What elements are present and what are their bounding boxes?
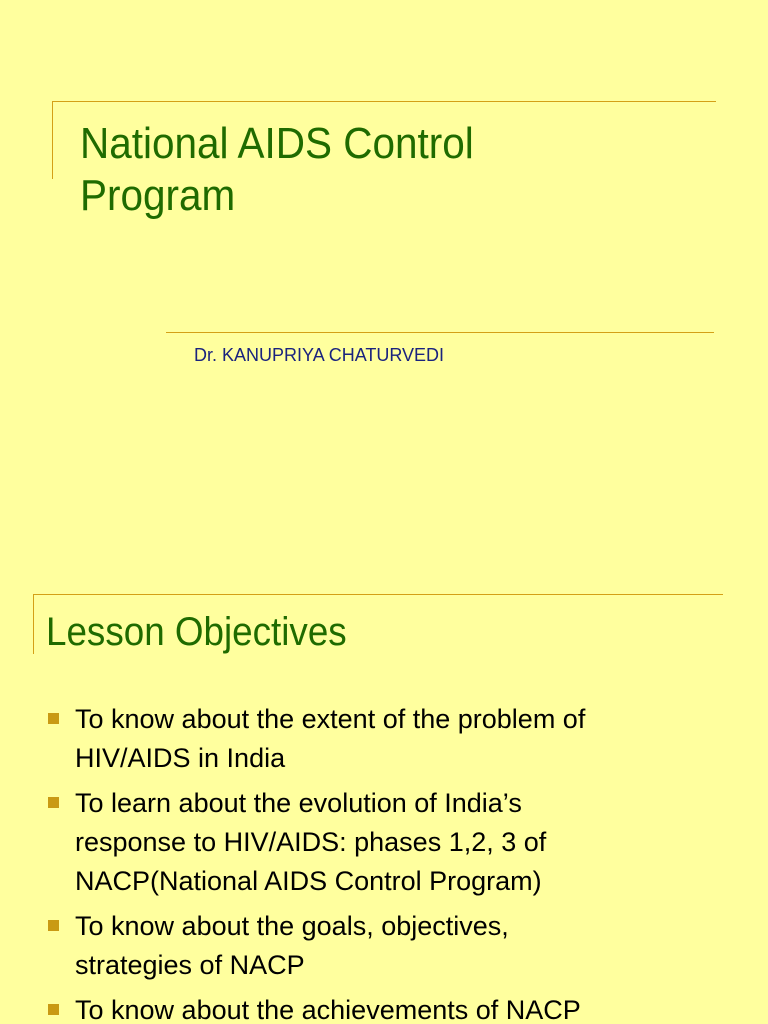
objectives-heading: Lesson Objectives xyxy=(46,610,347,654)
objective-item xyxy=(40,700,740,778)
square-bullet-icon xyxy=(48,713,59,724)
slide-title-line-2: Program xyxy=(80,171,236,220)
square-bullet-icon xyxy=(48,920,59,931)
objective-text-line: strategies of NACP xyxy=(75,950,305,980)
objective-item xyxy=(40,784,740,901)
objective-text-line: response to HIV/AIDS: phases 1,2, 3 of xyxy=(75,827,547,857)
heading-top-rule xyxy=(33,594,723,595)
title-left-rule xyxy=(52,101,53,179)
objective-text-line: To know about the achievements of NACP xyxy=(75,995,581,1024)
objective-text-line: NACP(National AIDS Control Program) xyxy=(75,866,542,896)
subtitle-rule xyxy=(166,332,714,333)
objective-text-line: To learn about the evolution of India’s xyxy=(75,788,522,818)
slide-title-line-1: National AIDS Control xyxy=(80,119,474,168)
objective-item xyxy=(40,907,740,985)
objective-text-line: To know about the extent of the problem of xyxy=(75,704,586,734)
square-bullet-icon xyxy=(48,797,59,808)
objective-text-line: To know about the goals, objectives, xyxy=(75,911,509,941)
objectives-slide xyxy=(0,560,768,1024)
author-name: Dr. KANUPRIYA CHATURVEDI xyxy=(194,345,445,365)
heading-left-rule xyxy=(33,594,34,654)
objective-text-line: HIV/AIDS in India xyxy=(75,743,286,773)
square-bullet-icon xyxy=(48,1004,59,1015)
objectives-list xyxy=(40,700,740,1024)
title-top-rule xyxy=(52,101,716,102)
slide-title xyxy=(80,118,650,222)
objective-item xyxy=(40,991,740,1024)
